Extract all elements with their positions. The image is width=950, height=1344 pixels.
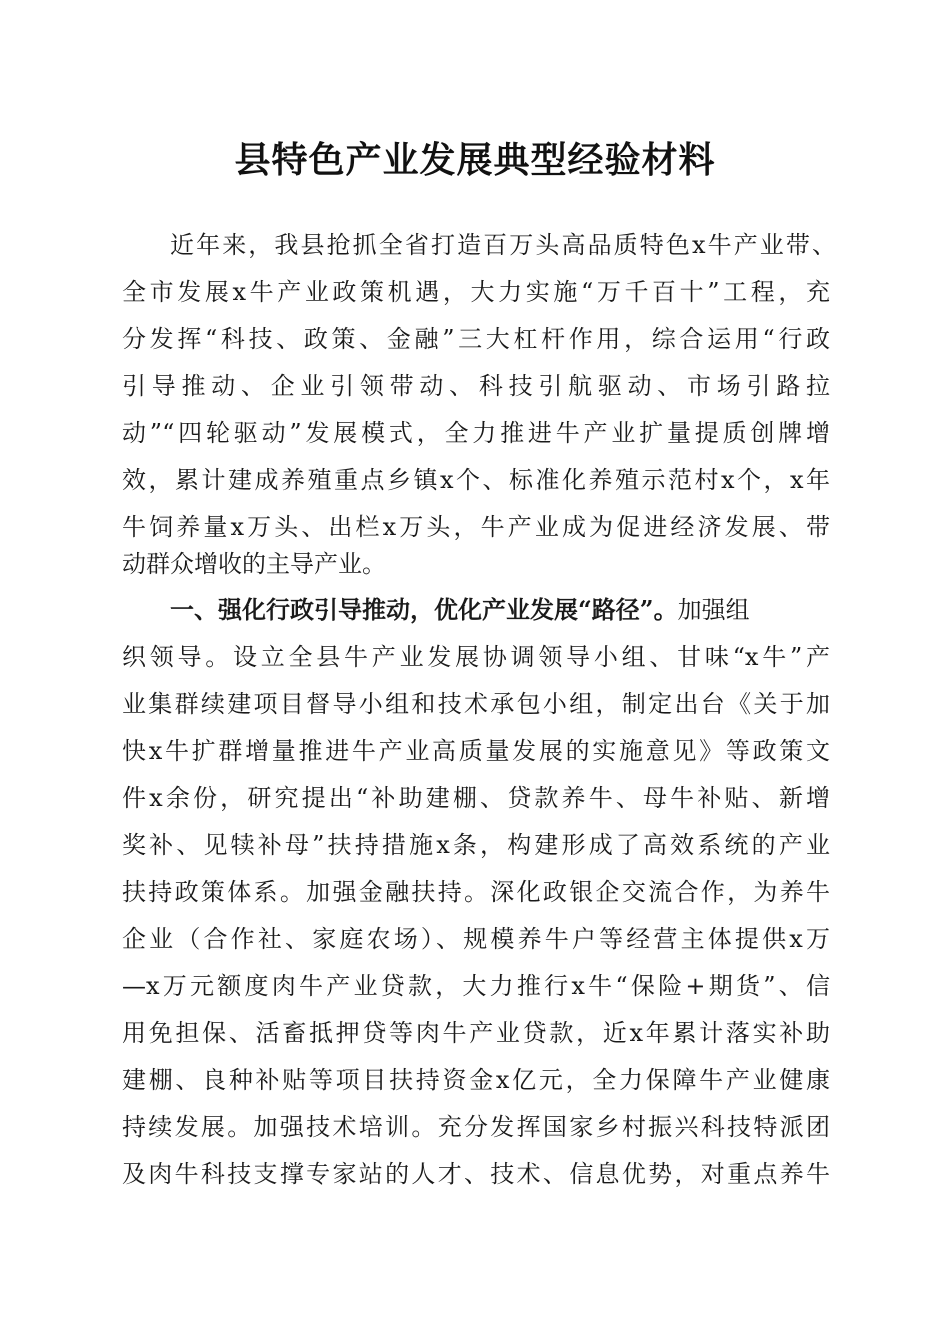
paragraph-line: 件x余份，研究提出“补助建棚、贷款养牛、母牛补贴、新增 (122, 784, 830, 812)
paragraph-line: 建棚、良种补贴等项目扶持资金x亿元，全力保障牛产业健康 (122, 1066, 830, 1094)
paragraph-line: 分发挥“科技、政策、金融”三大杠杆作用，综合运用“行政 (122, 325, 830, 353)
document-title: 县特色产业发展典型经验材料 (234, 139, 716, 181)
paragraph-line: 企业（合作社、家庭农场）、规模养牛户等经营主体提供x万 (122, 925, 830, 953)
paragraph-line: 织领导。设立全县牛产业发展协调领导小组、甘味“x牛”产 (122, 643, 830, 671)
paragraph-line: 奖补、见犊补母”扶持措施x条，构建形成了高效系统的产业 (122, 831, 830, 859)
section-heading-rest: 加强组 (677, 596, 750, 624)
paragraph-line: 引导推动、企业引领带动、科技引航驱动、市场引路拉 (122, 372, 830, 400)
paragraph-line: 及肉牛科技支撑专家站的人才、技术、信息优势，对重点养牛 (122, 1160, 830, 1188)
paragraph-line: 效，累计建成养殖重点乡镇x个、标准化养殖示范村x个，x年 (122, 466, 830, 494)
section-heading-line (170, 590, 830, 630)
paragraph-line: 动”“四轮驱动”发展模式，全力推进牛产业扩量提质创牌增 (122, 419, 830, 447)
paragraph-line: 用免担保、活畜抵押贷等肉牛产业贷款，近x年累计落实补助 (122, 1019, 830, 1047)
paragraph-line: —x万元额度肉牛产业贷款，大力推行x牛“保险+期货”、信 (122, 972, 830, 1000)
paragraph-line: 业集群续建项目督导小组和技术承包小组，制定出台《关于加 (122, 690, 830, 718)
paragraph-line: 持续发展。加强技术培训。充分发挥国家乡村振兴科技特派团 (122, 1113, 830, 1141)
paragraph-line: 动群众增收的主导产业。 (122, 550, 386, 578)
paragraph-line: 快x牛扩群增量推进牛产业高质量发展的实施意见》等政策文 (122, 737, 830, 765)
paragraph-line: 扶持政策体系。加强金融扶持。深化政银企交流合作，为养牛 (122, 878, 830, 906)
paragraph-line: 牛饲养量x万头、出栏x万头，牛产业成为促进经济发展、带 (122, 513, 830, 541)
paragraph-line: 全市发展x牛产业政策机遇，大力实施“万千百十”工程，充 (122, 278, 830, 306)
section-heading: 一、强化行政引导推动，优化产业发展“路径”。 (170, 595, 678, 624)
paragraph-line: 近年来，我县抢抓全省打造百万头高品质特色x牛产业带、 (170, 231, 836, 259)
